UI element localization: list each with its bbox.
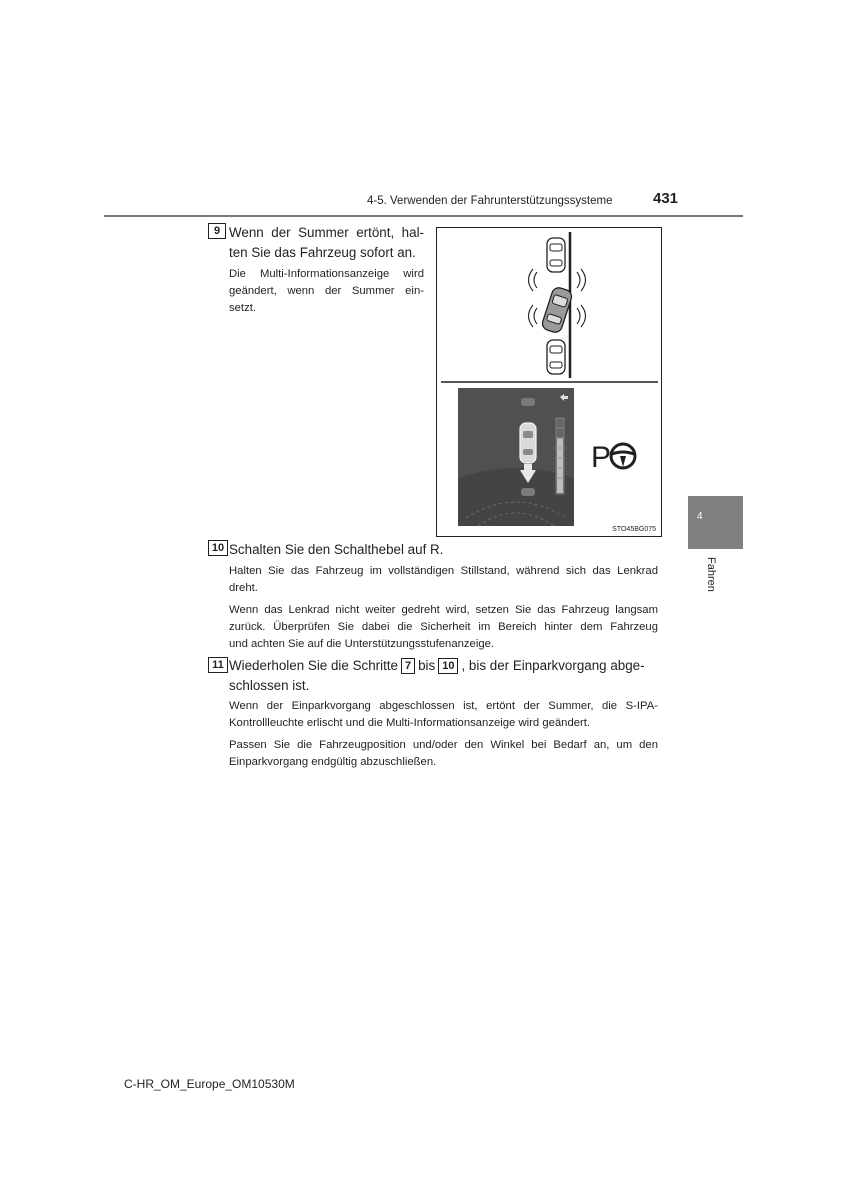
note-line: Halten Sie das Fahrzeug im vollständigen Stillstand, während sich das Lenkrad xyxy=(229,565,658,577)
step-9-note xyxy=(229,266,424,317)
note-line: geändert, wenn der Summer ein- xyxy=(229,285,424,297)
step-11-title-suffix: , bis der Einparkvorgang abge- xyxy=(461,658,645,673)
steering-wheel-icon xyxy=(611,444,635,468)
note-line: Wenn das Lenkrad nicht weiter gedreht wird, setzen Sie das Fahrzeug langsam xyxy=(229,604,658,616)
step-11-title-line-1 xyxy=(229,656,659,676)
chapter-tab-label: Fahren xyxy=(705,557,717,592)
note-line: zurück. Überprüfen Sie dabei die Sicherheit im Bereich hinter dem Fahrzeug xyxy=(229,621,658,633)
parking-illustration xyxy=(436,227,662,537)
step-11-note-2 xyxy=(229,737,658,771)
display-car-icon xyxy=(520,423,536,463)
front-car-marker xyxy=(521,398,535,406)
chapter-tab-number: 4 xyxy=(697,511,703,522)
step-11-note-1 xyxy=(229,698,658,732)
figure-code: STO45BG075 xyxy=(612,526,656,533)
parking-p-symbol: P xyxy=(591,441,612,474)
step-9-title-line: ten Sie das Fahrzeug sofort an. xyxy=(229,245,416,260)
chapter-tab xyxy=(688,496,743,549)
front-parked-car-icon xyxy=(547,238,565,272)
step-number-9: 9 xyxy=(208,223,226,239)
step-11-title-prefix: Wiederholen Sie die Schritte xyxy=(229,658,398,673)
step-11-title-mid: bis xyxy=(418,658,436,673)
step-number-10: 10 xyxy=(208,540,228,556)
step-10-note-2 xyxy=(229,602,658,653)
step-9-title xyxy=(229,223,424,263)
step-ref-10: 10 xyxy=(438,658,458,674)
note-line: dreht. xyxy=(229,582,258,594)
multi-information-display xyxy=(458,388,574,526)
rear-car-marker xyxy=(521,488,535,496)
step-10-title: Schalten Sie den Schalthebel auf R. xyxy=(229,542,444,557)
step-9-title-line: Wenn der Summer ertönt, hal- xyxy=(229,225,424,240)
step-10-note-1 xyxy=(229,563,658,597)
step-ref-7: 7 xyxy=(401,658,415,674)
note-line: setzt. xyxy=(229,302,256,314)
note-line: Passen Sie die Fahrzeugposition und/oder den Winkel bei Bedarf an, um den xyxy=(229,739,658,751)
header-divider xyxy=(104,215,743,217)
rear-parked-car-icon xyxy=(547,340,565,374)
note-line: Kontrollleuchte erlischt und die Multi-Informationsanzeige wird geändert. xyxy=(229,717,591,729)
step-number-11: 11 xyxy=(208,657,228,673)
document-id: C-HR_OM_Europe_OM10530M xyxy=(124,1077,295,1091)
note-line: Wenn der Einparkvorgang abgeschlossen ist, ertönt der Summer, die S-IPA- xyxy=(229,700,658,712)
step-11-title xyxy=(229,656,659,696)
assist-level-bar xyxy=(556,418,564,494)
section-header: 4-5. Verwenden der Fahrunterstützungssysteme xyxy=(367,195,613,207)
note-line: und achten Sie auf die Unterstützungsstufenanzeige. xyxy=(229,638,495,650)
own-vehicle-icon xyxy=(541,286,574,334)
parking-diagram xyxy=(437,228,661,536)
page-number: 431 xyxy=(653,190,679,207)
note-line: Die Multi-Informationsanzeige wird xyxy=(229,268,424,280)
note-line: Einparkvorgang endgültig abzuschließen. xyxy=(229,756,437,768)
step-11-title-line-2: schlossen ist. xyxy=(229,678,310,693)
